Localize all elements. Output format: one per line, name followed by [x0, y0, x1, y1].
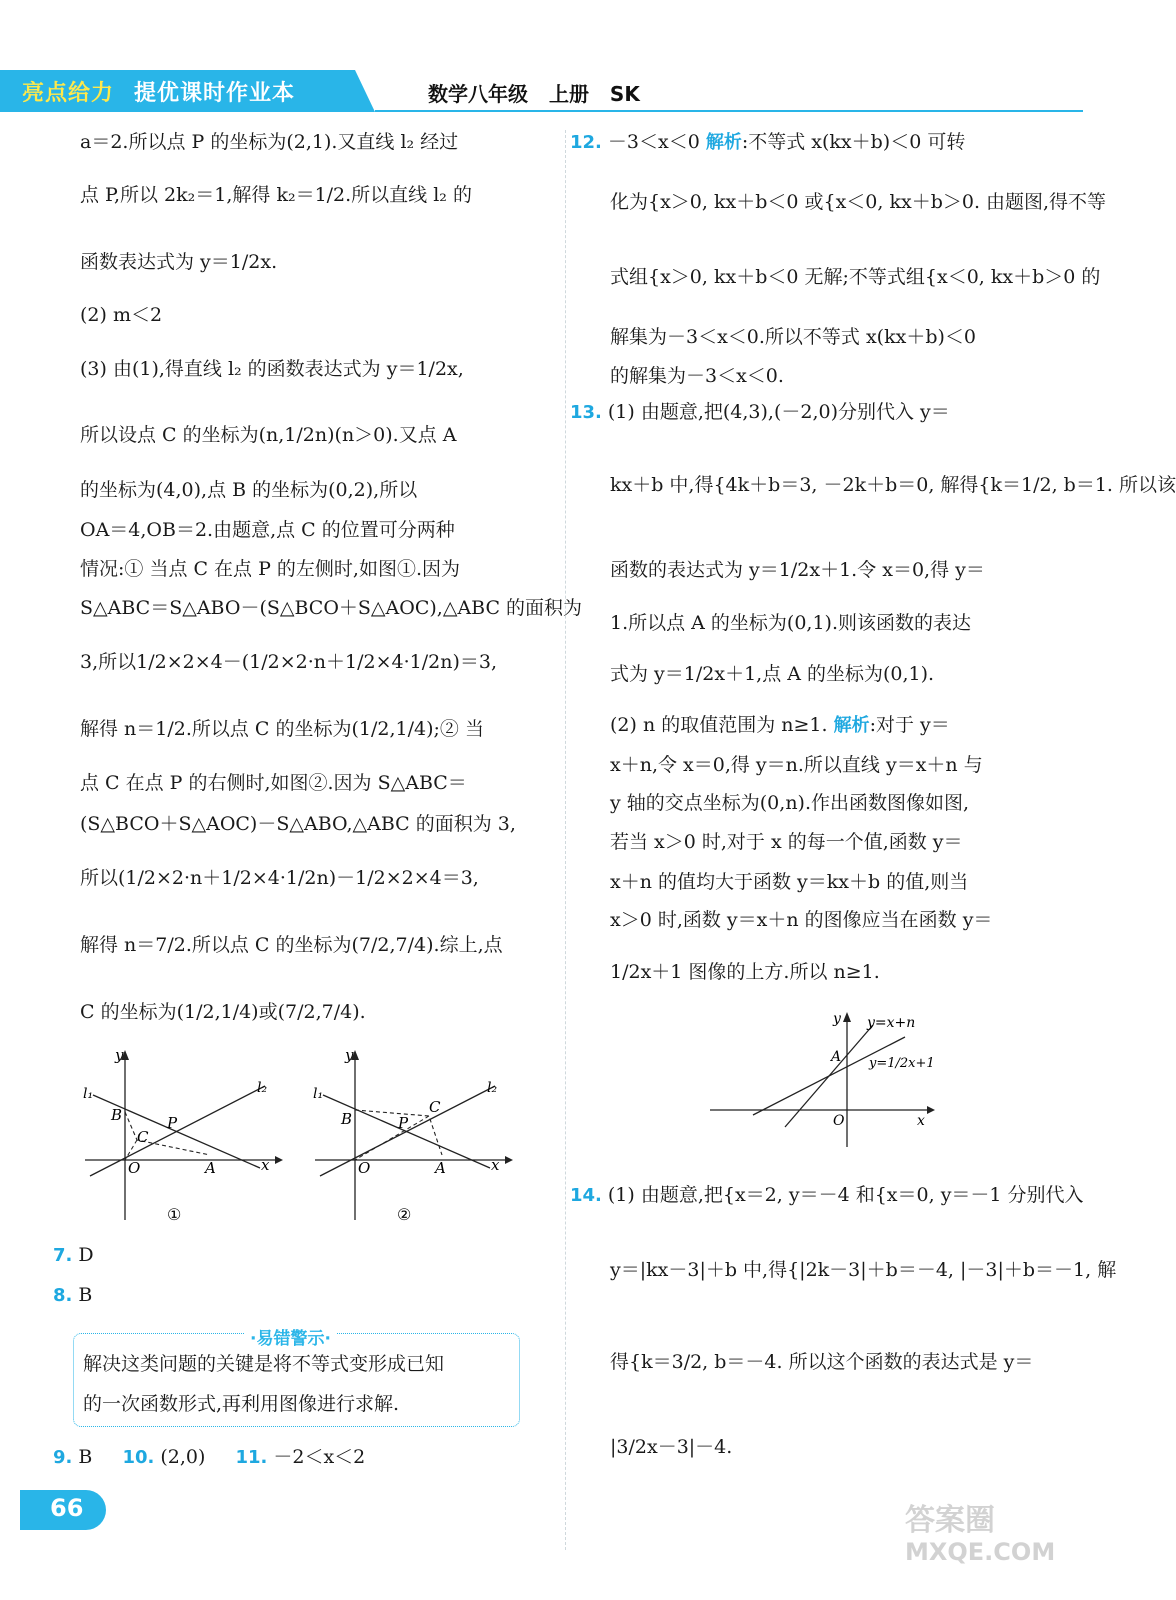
- l2-label: l₂: [487, 1080, 498, 1096]
- y-label: y: [833, 1011, 841, 1027]
- right-line: [610, 908, 992, 932]
- line-text: y＝|kx－3|＋b 中,得{|2k－3|＋b＝－4, |－3|＋b＝－1, 解: [610, 1259, 1117, 1281]
- line-text: x＋n 的值均大于函数 y＝kx＋b 的值,则当: [610, 871, 969, 893]
- line-text: (1) 由题意,把(4,3),(－2,0)分别代入 y＝: [607, 401, 950, 423]
- answer-number: 7.: [53, 1245, 73, 1266]
- series-subtitle: 提优课时作业本: [134, 81, 296, 106]
- line-text: 化为{x＞0, kx＋b＜0 或{x＜0, kx＋b＞0. 由题图,得不等: [610, 191, 1107, 213]
- right-line: [610, 830, 963, 854]
- figure-1: [75, 1040, 285, 1230]
- right-line: [570, 130, 965, 155]
- point-c-label: C: [429, 1098, 441, 1116]
- point-b-label: B: [341, 1110, 353, 1128]
- analysis-text: :对于 y＝: [869, 714, 950, 736]
- line-text: 函数的表达式为 y＝1/2x＋1.令 x＝0,得 y＝: [610, 559, 985, 581]
- right-line: [610, 1258, 1116, 1282]
- q9-answer: B: [78, 1446, 93, 1468]
- origin-label: O: [358, 1159, 371, 1177]
- line-x-plus-n: [785, 1025, 873, 1127]
- line-text: 式组{x＞0, kx＋b＜0 无解;不等式组{x＜0, kx＋b＞0 的: [610, 266, 1101, 288]
- line-text: y 轴的交点坐标为(0,n).作出函数图像如图,: [610, 792, 970, 814]
- right-line: [610, 662, 934, 686]
- analysis-tag: 解析: [833, 715, 870, 736]
- l1-label: l₁: [83, 1086, 94, 1102]
- left-line: 点 C 在点 P 的右侧时,如图②.因为 S△ABC＝: [80, 772, 467, 794]
- point-a-label: A: [435, 1159, 446, 1177]
- header-rule: [375, 110, 1083, 112]
- warning-title: ·易错警示·: [244, 1324, 337, 1349]
- right-line: [610, 190, 1106, 214]
- answer-row: [53, 1243, 94, 1268]
- left-line: 点 P,所以 2k₂＝1,解得 k₂＝1/2.所以直线 l₂ 的: [80, 184, 472, 206]
- left-line: (S△BCO＋S△AOC)－S△ABO,△ABC 的面积为 3,: [80, 813, 516, 835]
- left-line: 解得 n＝1/2.所以点 C 的坐标为(1/2,1/4);② 当: [80, 718, 484, 740]
- analysis-text: :不等式 x(kx＋b)＜0 可转: [741, 131, 966, 153]
- left-line: 情况:① 当点 C 在点 P 的左侧时,如图①.因为: [80, 558, 461, 580]
- warning-line-1: 解决这类问题的关键是将不等式变形成已知: [83, 1353, 445, 1375]
- line-text: 的解集为－3＜x＜0.: [610, 365, 784, 387]
- right-line: [610, 558, 985, 582]
- l2-label: l₂: [257, 1080, 268, 1096]
- answer-text: D: [78, 1244, 94, 1266]
- figure-1-caption: ①: [167, 1205, 182, 1224]
- line-l2: [90, 1086, 265, 1176]
- question-number: 14.: [570, 1185, 602, 1206]
- line-text: 1.所以点 A 的坐标为(0,1).则该函数的表达: [610, 612, 972, 634]
- right-line: [610, 473, 1176, 497]
- line-text: x＞0 时,函数 y＝x＋n 的图像应当在函数 y＝: [610, 909, 993, 931]
- book-title: 数学八年级 上册 SK: [428, 82, 640, 106]
- watermark-logo: 答案圈: [905, 1503, 995, 1538]
- line-text: x＋n,令 x＝0,得 y＝n.所以直线 y＝x＋n 与: [610, 754, 983, 776]
- right-line: [610, 960, 880, 984]
- line-x-plus-n-label: y=x+n: [867, 1015, 916, 1031]
- point-p-label: P: [398, 1114, 409, 1132]
- y-arrow-icon: [843, 1012, 851, 1022]
- line-text: 1/2x＋1 图像的上方.所以 n≥1.: [610, 961, 880, 983]
- right-line: [610, 1435, 732, 1459]
- left-line: (3) 由(1),得直线 l₂ 的函数表达式为 y＝1/2x,: [80, 358, 464, 380]
- right-line: [610, 753, 983, 777]
- answers-9-11: [53, 1445, 365, 1470]
- point-b-label: B: [111, 1106, 123, 1124]
- question-number: 13.: [570, 402, 602, 423]
- right-line: [610, 325, 976, 349]
- line-text: 式为 y＝1/2x＋1,点 A 的坐标为(0,1).: [610, 663, 935, 685]
- left-line: OA＝4,OB＝2.由题意,点 C 的位置可分两种: [80, 519, 455, 541]
- x-arrow-icon: [275, 1156, 283, 1164]
- figure-13: [705, 1005, 965, 1155]
- analysis-tag: 解析: [705, 132, 742, 153]
- dashed-co: [355, 1116, 429, 1160]
- q11-answer: －2＜x＜2: [273, 1446, 366, 1468]
- right-line: [610, 265, 1100, 289]
- x-arrow-icon: [927, 1106, 935, 1114]
- right-line: [570, 1183, 1084, 1208]
- right-line: [610, 1350, 1033, 1374]
- right-line: [610, 870, 968, 894]
- origin-label: O: [128, 1159, 141, 1177]
- watermark-url: MXQE.COM: [905, 1538, 1056, 1566]
- column-divider: [565, 130, 566, 1550]
- x-arrow-icon: [505, 1156, 513, 1164]
- left-line: 所以设点 C 的坐标为(n,1/2n)(n＞0).又点 A: [80, 424, 457, 446]
- x-label: x: [491, 1156, 500, 1174]
- warning-line-2: 的一次函数形式,再利用图像进行求解.: [83, 1393, 400, 1415]
- answer-text: B: [78, 1284, 93, 1306]
- line-text: 得{k＝3/2, b＝－4. 所以这个函数的表达式是 y＝: [610, 1351, 1034, 1373]
- answer-number: 8.: [53, 1285, 73, 1306]
- series-name: 亮点给力: [22, 81, 115, 106]
- line-text: 若当 x＞0 时,对于 x 的每一个值,函数 y＝: [610, 831, 963, 853]
- point-a-label: A: [205, 1159, 216, 1177]
- left-line: 解得 n＝7/2.所以点 C 的坐标为(7/2,7/4).综上,点: [80, 934, 503, 956]
- left-line: (2) m＜2: [80, 304, 163, 326]
- page-number: 66: [50, 1494, 84, 1522]
- y-label: y: [115, 1046, 124, 1064]
- right-line: [610, 611, 971, 635]
- q10-answer: (2,0): [160, 1446, 206, 1468]
- line-text: |3/2x－3|－4.: [610, 1436, 733, 1458]
- left-line: 的坐标为(4,0),点 B 的坐标为(0,2),所以: [80, 479, 418, 501]
- line-text: (2) n 的取值范围为 n≥1.: [610, 714, 834, 736]
- right-line: [610, 364, 784, 388]
- origin-label: O: [833, 1113, 845, 1129]
- left-line: S△ABC＝S△ABO－(S△BCO＋S△AOC),△ABC 的面积为: [80, 597, 583, 619]
- q9-number: 9.: [53, 1447, 73, 1468]
- left-line: 所以(1/2×2·n＋1/2×4·1/2n)－1/2×2×4＝3,: [80, 867, 479, 889]
- right-line: [610, 713, 950, 738]
- question-number: 12.: [570, 132, 602, 153]
- series-title: [22, 76, 295, 107]
- line-half-label: y=1/2x+1: [869, 1056, 935, 1071]
- right-line: [610, 791, 969, 815]
- point-p-label: P: [167, 1114, 178, 1132]
- left-line: 3,所以1/2×2×4－(1/2×2·n＋1/2×4·1/2n)＝3,: [80, 651, 497, 673]
- point-a-label: A: [831, 1049, 842, 1065]
- left-line: 函数表达式为 y＝1/2x.: [80, 251, 278, 273]
- point-c-label: C: [137, 1128, 149, 1146]
- line-text: －3＜x＜0: [607, 131, 706, 153]
- answer-row: [53, 1283, 92, 1308]
- line-text: kx＋b 中,得{4k＋b＝3, －2k＋b＝0, 解得{k＝1/2, b＝1. 所以该: [610, 474, 1176, 496]
- q11-number: 11.: [235, 1447, 268, 1468]
- line-text: (1) 由题意,把{x＝2, y＝－4 和{x＝0, y＝－1 分别代入: [607, 1184, 1084, 1206]
- x-label: x: [261, 1156, 270, 1174]
- left-line: a＝2.所以点 P 的坐标为(2,1).又直线 l₂ 经过: [80, 131, 459, 153]
- left-line: C 的坐标为(1/2,1/4)或(7/2,7/4).: [80, 1001, 366, 1023]
- right-line: [570, 400, 950, 425]
- y-label: y: [345, 1046, 354, 1064]
- line-text: 解集为－3＜x＜0.所以不等式 x(kx＋b)＜0: [610, 326, 976, 348]
- x-label: x: [917, 1113, 925, 1129]
- figure-2-caption: ②: [397, 1205, 412, 1224]
- figure-2: [305, 1040, 515, 1230]
- q10-number: 10.: [122, 1447, 155, 1468]
- l1-label: l₁: [313, 1086, 324, 1102]
